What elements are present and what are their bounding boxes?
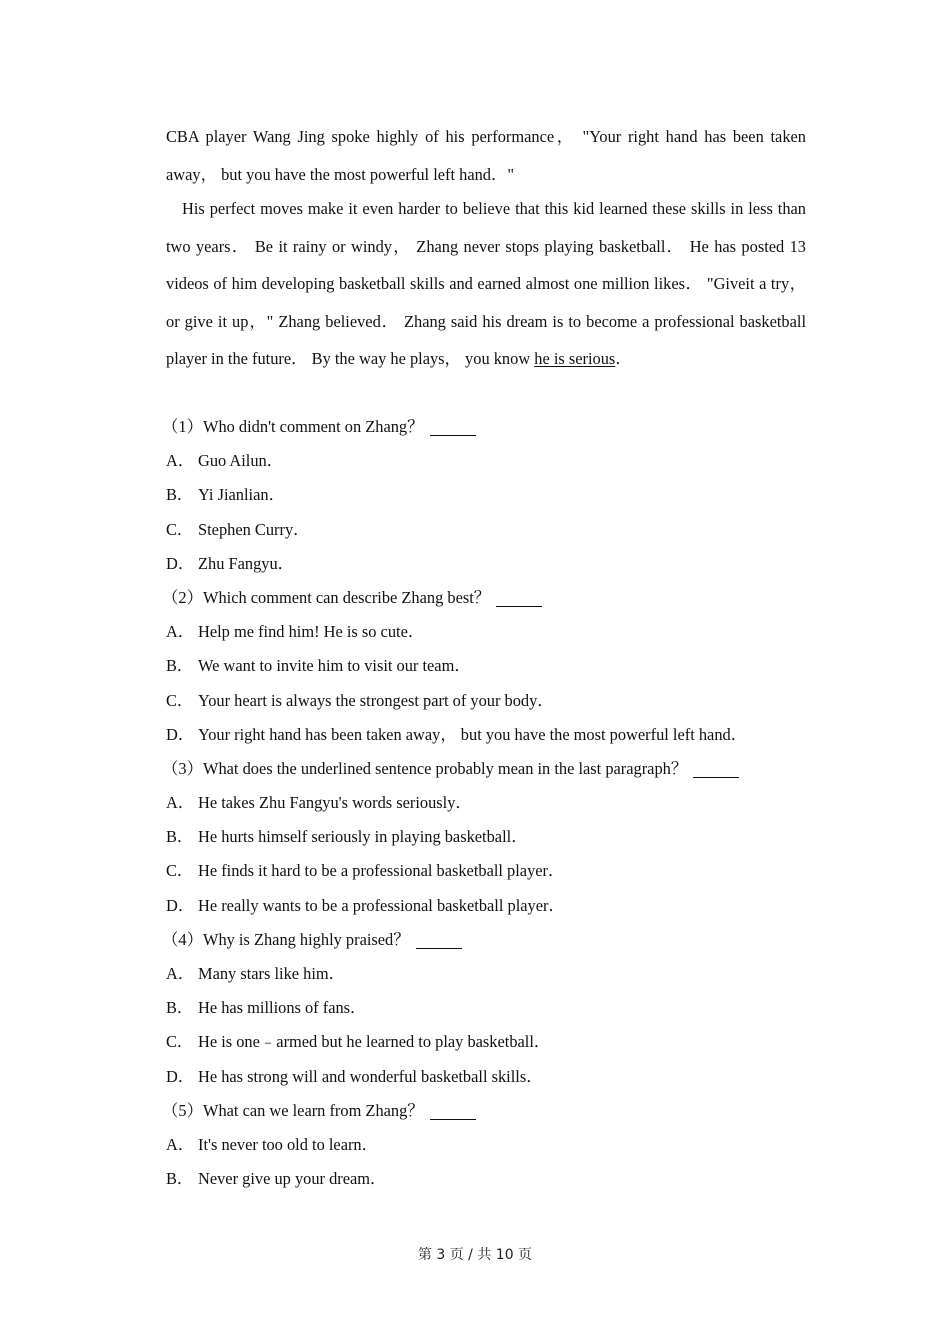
page-number-footer: 第 3 页 / 共 10 页 [417, 1247, 533, 1263]
option-letter: C． [166, 861, 194, 881]
option-letter: D． [166, 553, 195, 573]
answer-blank [430, 417, 476, 436]
option-letter: B． [166, 485, 194, 505]
option-text: Yi Jianlian． [198, 485, 285, 505]
option-item [166, 1025, 826, 1059]
answer-blank [430, 1101, 476, 1120]
option-text: Your heart is always the strongest part of your body． [198, 690, 554, 710]
option-letter: B． [166, 998, 194, 1018]
question-stem [162, 923, 826, 957]
option-text: We want to invite him to visit our team． [198, 656, 471, 676]
option-letter: A． [166, 793, 195, 813]
passage-paragraph-2 [166, 190, 806, 378]
option-item [166, 547, 826, 581]
option-letter: C． [166, 519, 194, 539]
question-2-text: （2）Which comment can describe Zhang best？ [162, 587, 491, 607]
option-text: He really wants to be a professional basketball player． [198, 895, 565, 915]
option-text: Zhu Fangyu． [198, 553, 295, 573]
question-5-text: （5）What can we learn from Zhang？ [162, 1100, 424, 1120]
option-text: Help me find him! He is so cute． [198, 622, 425, 642]
option-item [166, 444, 826, 478]
option-item [166, 1162, 826, 1196]
option-text: Never give up your dream． [198, 1169, 387, 1189]
question-list [162, 410, 826, 1196]
option-letter: D． [166, 724, 195, 744]
option-item [166, 820, 826, 854]
option-letter: D． [166, 1066, 195, 1086]
option-text: He finds it hard to be a professional basketball player． [198, 861, 565, 881]
option-text: Guo Ailun． [198, 451, 284, 471]
option-item [166, 854, 826, 888]
option-letter: A． [166, 964, 195, 983]
passage-paragraph-1: CBA player Wang Jing spoke highly of his performance， "Your right hand has been taken away， but you have the most powerful left hand．" [166, 127, 806, 184]
option-item [166, 1060, 826, 1094]
question-3-text: （3）What does the underlined sentence probably mean in the last paragraph？ [162, 758, 688, 778]
option-item [166, 991, 826, 1025]
underlined-sentence: he is serious [534, 349, 616, 368]
passage-paragraph-2-text: His perfect moves make it even harder to believe that this kid learned these skills in less than two years． Be it rainy or windy， Zhang never stops playing basketball． He has posted 13 videos of him developing basketball skills and earned almost one million likes． "Giveit a try， or give it up，" Zhang believed． Zhang said his dream is to become a professional basketball player in the future． By the way he plays， you know [166, 199, 806, 368]
option-item [166, 684, 826, 718]
option-item [166, 513, 826, 547]
option-letter: C． [166, 1032, 194, 1052]
question-stem [162, 410, 826, 444]
option-letter: B． [166, 827, 194, 847]
question-stem [162, 1094, 826, 1128]
option-letter: D． [166, 895, 195, 915]
option-text: Stephen Curry． [198, 519, 310, 539]
option-letter: A． [166, 451, 195, 471]
option-text: He is one﹣armed but he learned to play basketball． [198, 1032, 551, 1052]
option-item [166, 478, 826, 512]
option-text: Many stars like him． [198, 964, 346, 983]
option-text: He hurts himself seriously in playing basketball． [198, 827, 528, 847]
answer-blank [416, 930, 462, 949]
option-item [166, 957, 826, 991]
answer-blank [496, 588, 542, 607]
option-item [166, 615, 826, 649]
option-item [166, 786, 826, 820]
option-letter: B． [166, 1169, 194, 1189]
reading-passage [166, 118, 806, 378]
option-item [166, 1128, 826, 1162]
option-text: It's never too old to learn． [198, 1134, 379, 1154]
question-stem [162, 581, 826, 615]
option-letter: A． [166, 622, 195, 642]
option-item [166, 649, 826, 683]
option-text: He takes Zhu Fangyu's words seriously． [198, 793, 472, 813]
question-4-text: （4）Why is Zhang highly praised？ [162, 929, 410, 949]
option-text: He has strong will and wonderful basketball skills． [198, 1066, 543, 1086]
passage-paragraph-2-end: ． [615, 349, 632, 368]
option-letter: A． [166, 1134, 195, 1154]
option-letter: B． [166, 656, 194, 676]
option-letter: C． [166, 690, 194, 710]
question-stem [162, 752, 826, 786]
option-text: He has millions of fans． [198, 998, 367, 1018]
option-text: Your right hand has been taken away， but you have the most powerful left hand． [198, 724, 748, 744]
option-item [166, 889, 826, 923]
option-item [166, 718, 826, 752]
question-1-text: （1）Who didn't comment on Zhang？ [162, 417, 424, 436]
answer-blank [693, 759, 739, 778]
